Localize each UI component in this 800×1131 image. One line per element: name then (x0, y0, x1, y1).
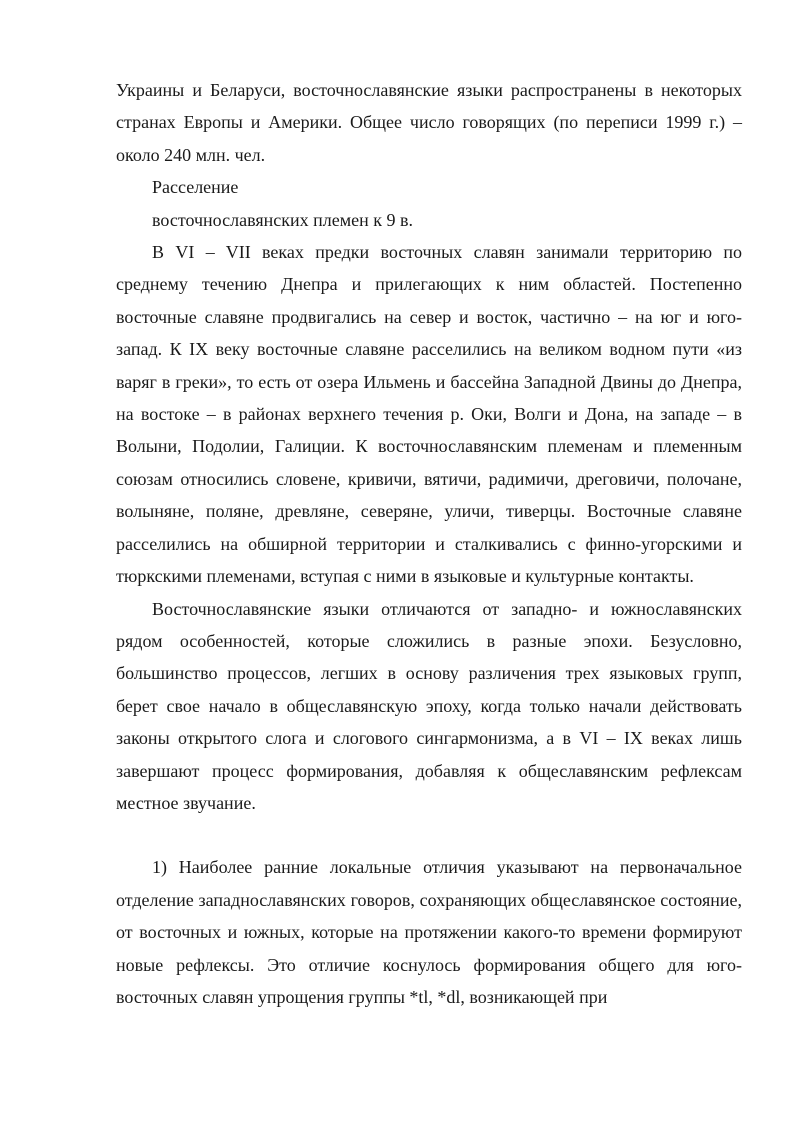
paragraph-language-features: Восточнославянские языки отличаются от западно- и южнославянских рядом особенностей, которые сложились в разные эпохи. Безусловно, большинство процессов, легших в основу различения трех языковых групп, берет свое начало в общеславянскую эпоху, когда только начали действовать законы открытого слога и слогового сингармонизма, а в VI – IX веках лишь завершают процесс формирования, добавляя к общеславянским рефлексам местное звучание. (116, 598, 742, 813)
paragraph-settlement: В VI – VII веках предки восточных славян занимали территорию по среднему течению Днепра и прилегающих к ним областей. Постепенно восточные славяне продвигались на север и восток, частично – на юг и юго-запад. К IX веку восточные славяне расселились на великом водном пути «из варяг в греки», то есть от озера Ильмень и бассейна Западной Двины до Днепра, на востоке – в районах верхнего течения р. Оки, Волги и Дона, на западе – в Волыни, Подолии, Галиции. К восточнославянским племенам и племенным союзам относились словене, кривичи, вятичи, радимичи, дреговичи, полочане, волыняне, поляне, древляне, северяне, уличи, тиверцы. Восточные славяне расселились на обширной территории и сталкивались с финно-угорскими и тюркскими племенами, вступая с ними в языковые и культурные контакты. (116, 242, 742, 587)
paragraph-gap (116, 819, 742, 851)
document-page (116, 74, 742, 1013)
paragraph-intro-continuation: Украины и Беларуси, восточнославянские языки распространены в некоторых странах Европы и Америки. Общее число говорящих (по переписи 1999 г.) – около 240 млн. чел. (116, 80, 742, 165)
paragraph-numbered-1: 1) Наиболее ранние локальные отличия указывают на первоначальное отделение западнославянских говоров, сохраняющих общеславянское состояние, от восточных и южных, которые на протяжении какого-то времени формируют новые рефлексы. Это отличие коснулось формирования общего для юго-восточных славян упрощения группы *tl, *dl, возникающей при (116, 857, 742, 1007)
map-caption-line-2: восточнославянских племен к 9 в. (152, 209, 413, 230)
map-caption-line-1: Расселение (152, 177, 239, 198)
